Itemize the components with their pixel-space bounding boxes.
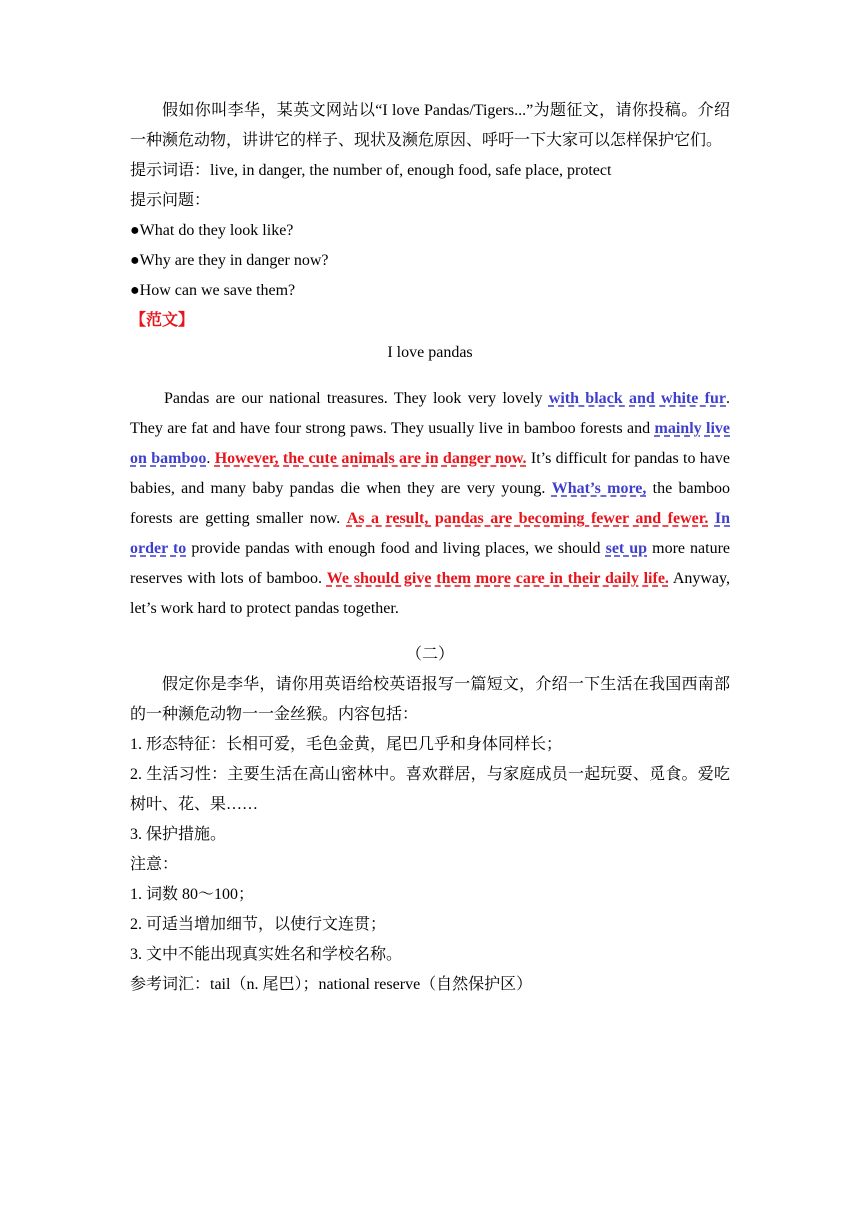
essay-text: Anyway, let’s work hard to protect pandas together. <box>130 570 730 617</box>
question-2: ●Why are they in danger now? <box>130 252 329 269</box>
essay-highlight-sentence: However, the cute animals are in danger now. <box>214 450 527 467</box>
task2-prompt: 假定你是李华，请你用英语给校英语报写一篇短文，介绍一下生活在我国西南部的一种濒危动物一一金丝猴。内容包括： <box>130 676 730 723</box>
essay-highlight-phrase: What’s more, <box>551 480 647 497</box>
essay-text: It’s difficult for pandas to have babies, and many baby pandas die when they are very young. <box>130 450 731 497</box>
essay-text: more nature reserves with lots of bamboo. <box>130 540 731 587</box>
fanwen-label: 【范文】 <box>130 312 195 329</box>
question-1: ●What do they look like? <box>130 222 294 239</box>
essay-highlight-sentence: As a result, pandas are becoming fewer and fewer. <box>346 510 709 527</box>
note-2: 2. 可适当增加细节，以使行文连贯； <box>130 916 387 933</box>
essay-text: . They are fat and have four strong paws. They usually live in bamboo forests and <box>130 390 730 437</box>
essay-text: the bamboo forests are getting smaller now. <box>130 480 731 527</box>
hint-questions-label: 提示问题： <box>130 192 211 209</box>
essay-highlight-phrase: In order to <box>130 510 731 557</box>
requirement-2: 2. 生活习性：主要生活在高山密林中。喜欢群居，与家庭成员一起玩耍、觅食。爱吃树叶、花、果…… <box>130 766 730 813</box>
note-3: 3. 文中不能出现真实姓名和学校名称。 <box>130 946 403 963</box>
note-1: 1. 词数 80～100； <box>130 886 255 903</box>
essay-highlight-phrase: mainly live on bamboo <box>130 420 731 467</box>
question-3: ●How can we save them? <box>130 282 296 299</box>
hint-words: 提示词语：live, in danger, the number of, enough food, safe place, protect <box>130 162 612 179</box>
reference-vocabulary: 参考词汇：tail（n. 尾巴）；national reserve（自然保护区） <box>130 976 533 993</box>
essay-body <box>130 384 730 624</box>
essay-text: provide pandas with enough food and living places, we should <box>186 540 606 557</box>
essay-title: I love pandas <box>387 344 473 361</box>
essay-highlight-phrase: with black and white fur <box>548 390 726 407</box>
essay-text: . <box>206 450 215 467</box>
essay-text: Pandas are our national treasures. They look very lovely <box>164 390 549 407</box>
requirement-1: 1. 形态特征：长相可爱，毛色金黄，尾巴几乎和身体同样长； <box>130 736 563 753</box>
task1-prompt: 假如你叫李华，某英文网站以“I love Pandas/Tigers...”为题征文，请你投稿。介绍一种濒危动物，讲讲它的样子、现状及濒危原因、呼吁一下大家可以怎样保护它们。 <box>130 102 730 149</box>
document-page <box>130 96 730 1000</box>
requirement-3: 3. 保护措施。 <box>130 826 227 843</box>
essay-highlight-phrase: set up <box>605 540 648 557</box>
notes-label: 注意： <box>130 856 179 873</box>
essay-highlight-sentence: We should give them more care in their daily life. <box>326 570 669 587</box>
section-2-label: （二） <box>405 646 454 663</box>
